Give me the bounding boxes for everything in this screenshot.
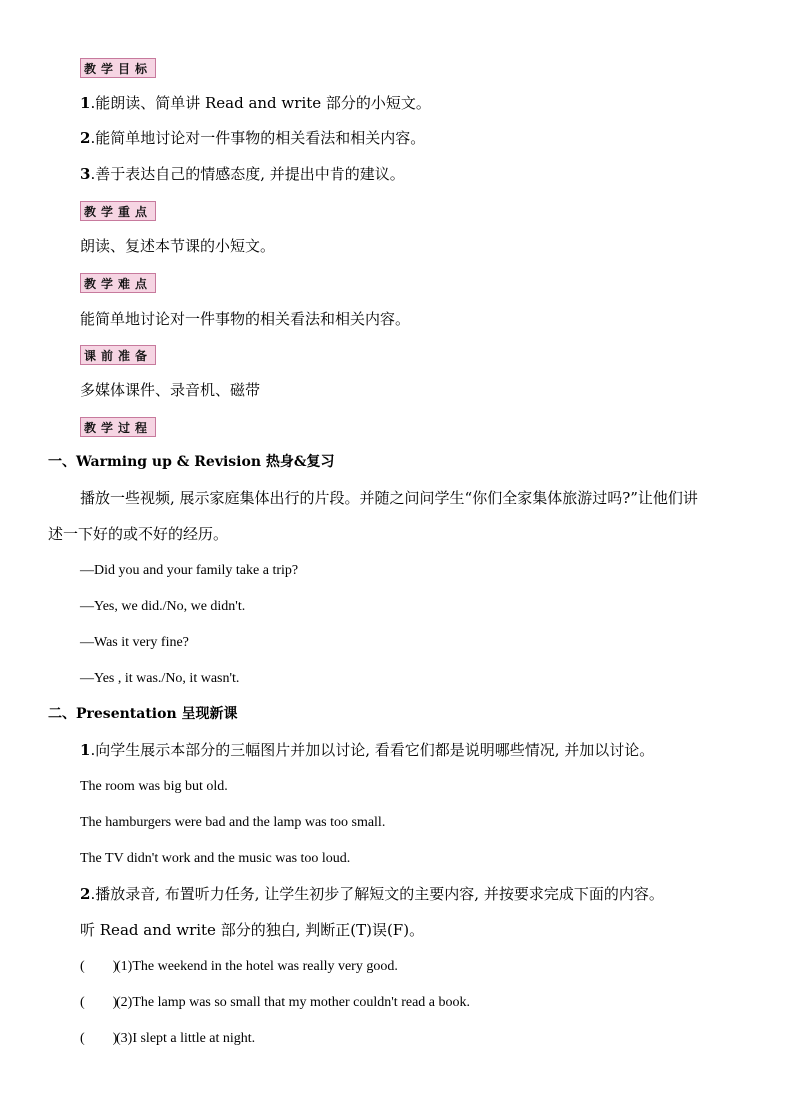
sentence-2: The hamburgers were bad and the lamp was too small.	[80, 815, 386, 830]
dialogue-line-3: —Was it very fine?	[80, 635, 189, 650]
answer-blank[interactable]: ( )	[80, 1031, 118, 1046]
dialogue-line-2: —Yes, we did./No, we didn't.	[80, 599, 246, 614]
section-title-difficulty: 教学难点	[80, 273, 156, 293]
difficulty-text: 能简单地讨论对一件事物的相关看法和相关内容。	[80, 310, 411, 328]
part1-heading: 一、Warming up & Revision 热身&复习	[48, 454, 335, 470]
part2-step1: 1.向学生展示本部分的三幅图片并加以讨论, 看看它们都是说明哪些情况, 并加以讨论。	[80, 741, 655, 759]
objective-2: 2.能简单地讨论对一件事物的相关看法和相关内容。	[80, 129, 426, 147]
part2-step2: 2.播放录音, 布置听力任务, 让学生初步了解短文的主要内容, 并按要求完成下面的内容。	[80, 885, 664, 903]
listening-instruction: 听 Read and write 部分的独白, 判断正(T)误(F)。	[80, 921, 425, 939]
objective-3: 3.善于表达自己的情感态度, 并提出中肯的建议。	[80, 165, 405, 183]
dialogue-line-4: —Yes , it was./No, it wasn't.	[80, 671, 240, 686]
answer-blank[interactable]: ( )	[80, 959, 118, 974]
answer-blank[interactable]: ( )	[80, 995, 118, 1010]
tf-item-1: ( )(1)The weekend in the hotel was really very good.	[80, 957, 398, 977]
part1-paragraph-line2: 述一下好的或不好的经历。	[48, 525, 229, 543]
keypoints-text: 朗读、复述本节课的小短文。	[80, 237, 276, 255]
part1-paragraph-line1: 播放一些视频, 展示家庭集体出行的片段。并随之问问学生“你们全家集体旅游过吗?”让他们讲	[80, 489, 698, 507]
sentence-3: The TV didn't work and the music was too loud.	[80, 851, 351, 866]
section-title-keypoints: 教学重点	[80, 201, 156, 221]
part2-heading: 二、Presentation 呈现新课	[48, 706, 238, 722]
section-title-preparation: 课前准备	[80, 345, 156, 365]
tf-item-2: ( )(2)The lamp was so small that my mother couldn't read a book.	[80, 993, 470, 1013]
section-title-process: 教学过程	[80, 417, 156, 437]
tf-item-3: ( )(3)I slept a little at night.	[80, 1029, 255, 1049]
preparation-text: 多媒体课件、录音机、磁带	[80, 381, 261, 399]
sentence-1: The room was big but old.	[80, 779, 228, 794]
section-title-objectives: 教学目标	[80, 58, 156, 78]
objective-1: 1.能朗读、简单讲 Read and write 部分的小短文。	[80, 94, 431, 112]
dialogue-line-1: —Did you and your family take a trip?	[80, 563, 299, 578]
